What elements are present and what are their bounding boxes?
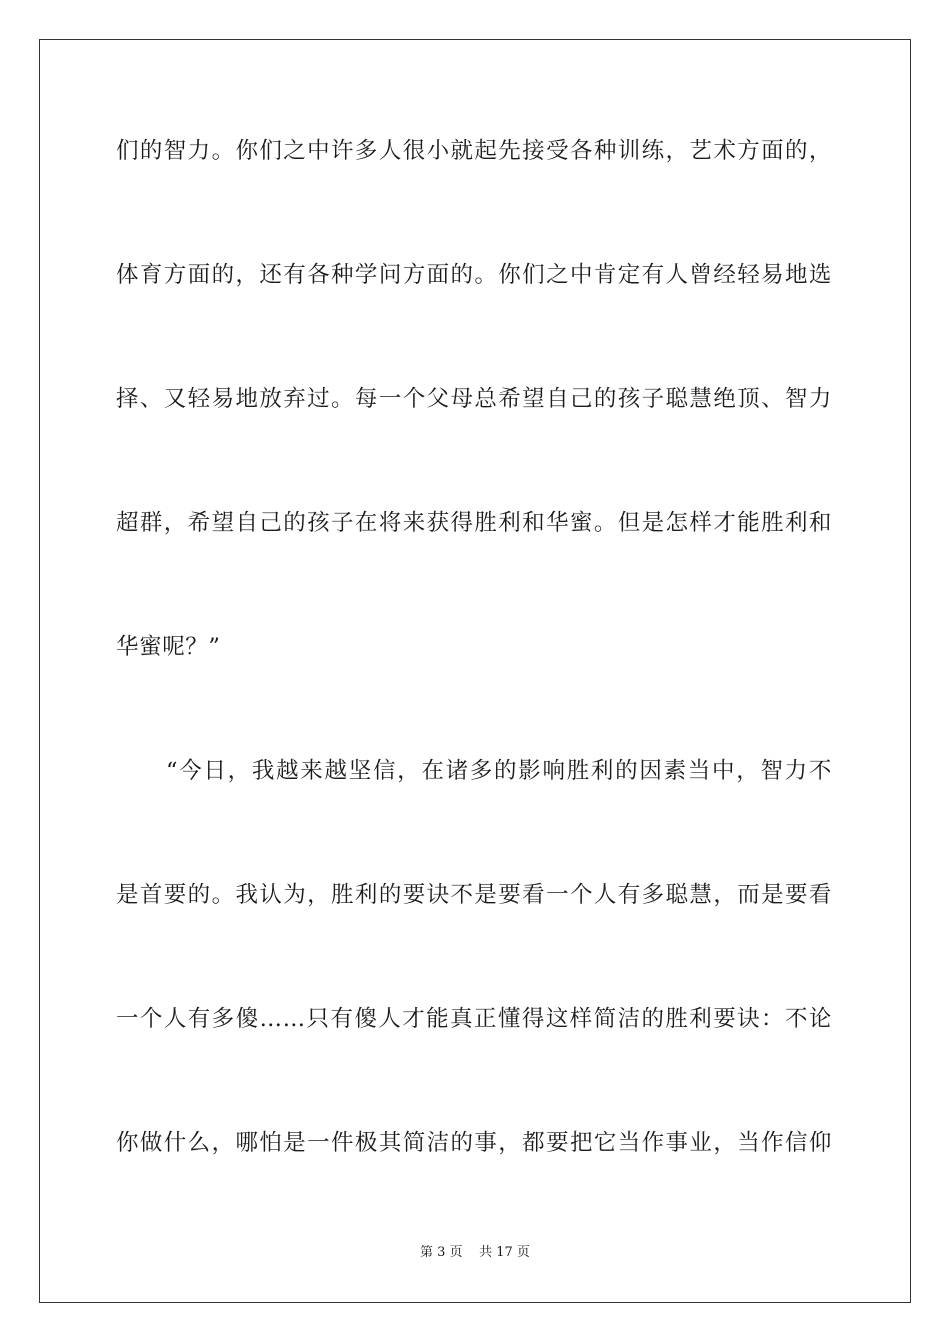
page-number: 第 3 页 <box>420 1245 463 1260</box>
paragraph-line: 一个人有多傻……只有傻人才能真正懂得这样简洁的胜利要诀：不论 <box>116 1006 832 1032</box>
page-total: 共 17 页 <box>479 1245 530 1260</box>
paragraph-line: 择、又轻易地放弃过。每一个父母总希望自己的孩子聪慧绝顶、智力 <box>116 386 832 412</box>
paragraph-line: 们的智力。你们之中许多人很小就起先接受各种训练，艺术方面的， <box>116 138 832 164</box>
paragraph-first-line: “今日，我越来越坚信，在诸多的影响胜利的因素当中，智力不 <box>166 758 832 784</box>
paragraph-line: 是首要的。我认为，胜利的要诀不是要看一个人有多聪慧，而是要看 <box>116 882 832 908</box>
paragraph-line: 超群，希望自己的孩子在将来获得胜利和华蜜。但是怎样才能胜利和 <box>116 510 832 536</box>
page-border <box>39 39 911 1303</box>
paragraph-line: 体育方面的，还有各种学问方面的。你们之中肯定有人曾经轻易地选 <box>116 262 832 288</box>
paragraph-line: 你做什么，哪怕是一件极其简洁的事，都要把它当作事业，当作信仰 <box>116 1130 832 1156</box>
page-footer <box>0 1244 950 1262</box>
paragraph-line-last: 华蜜呢？” <box>116 634 221 660</box>
